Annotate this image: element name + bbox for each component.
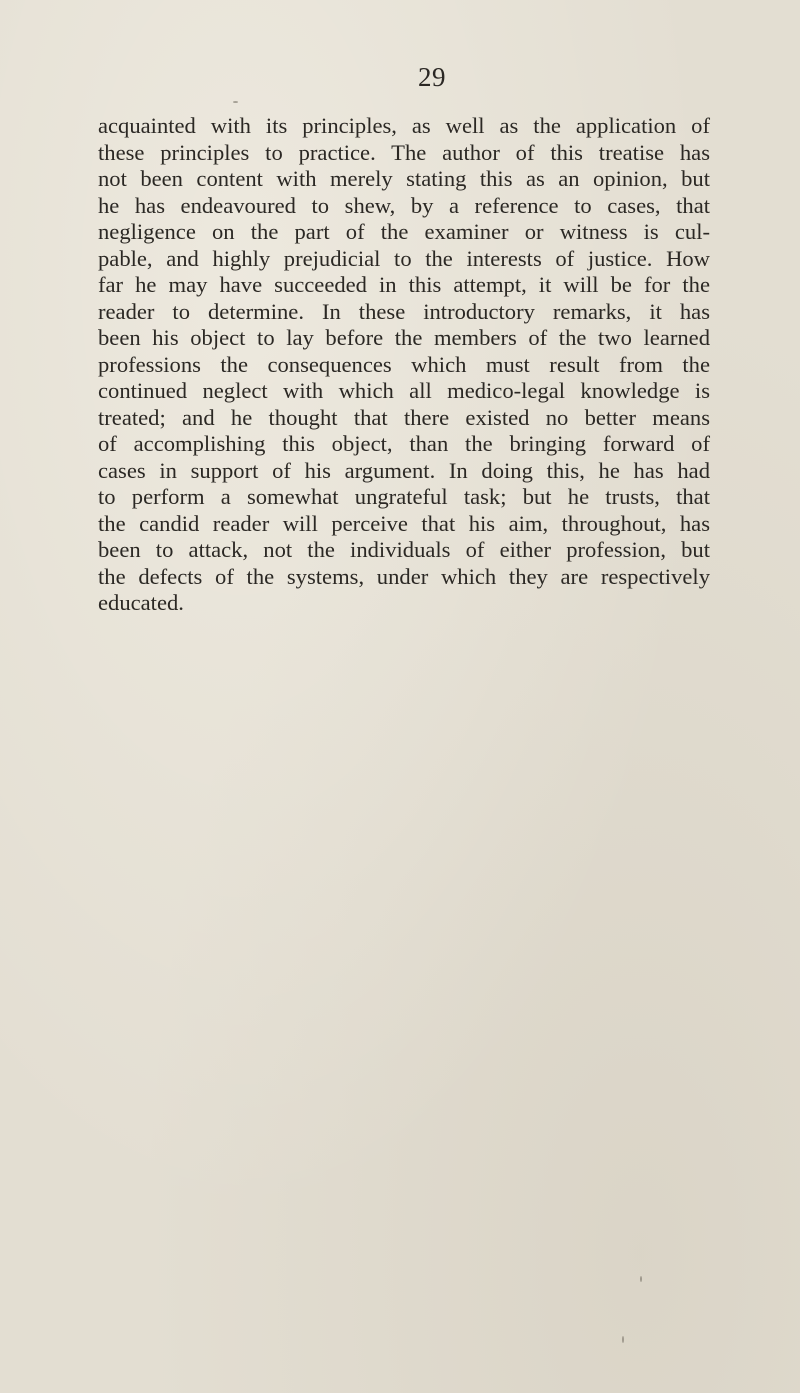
text-line: professions the consequences which must result from the — [98, 351, 710, 377]
text-line: continued neglect with which all medico-legal knowledge is — [98, 378, 710, 403]
paper-speck — [640, 1276, 642, 1282]
text-line: cases in support of his argument. In doing this, he has had — [98, 457, 710, 483]
paper-speck — [622, 1336, 624, 1343]
text-line: the defects of the systems, under which they are respectively — [98, 563, 710, 589]
text-line: been to attack, not the individuals of either profession, but — [98, 537, 710, 562]
text-line: of accomplishing this object, than the bringing forward of — [98, 431, 710, 456]
text-line: not been content with merely stating this as an opinion, but — [98, 166, 710, 191]
text-line: treated; and he thought that there existed no better means — [98, 404, 710, 430]
body-paragraph — [98, 113, 710, 617]
text-line: the candid reader will perceive that his aim, throughout, has — [98, 510, 710, 536]
text-line: negligence on the part of the examiner or witness is cul- — [98, 219, 710, 244]
text-line: far he may have succeeded in this attempt, it will be for the — [98, 272, 710, 297]
text-line: acquainted with its principles, as well as the application of — [98, 113, 710, 138]
text-line: he has endeavoured to shew, by a reference to cases, that — [98, 192, 710, 218]
text-line: pable, and highly prejudicial to the interests of justice. How — [98, 245, 710, 271]
text-line: to perform a somewhat ungrateful task; but he trusts, that — [98, 484, 710, 509]
text-line: reader to determine. In these introductory remarks, it has — [98, 298, 710, 324]
text-line: been his object to lay before the members of the two learned — [98, 325, 710, 350]
text-line: these principles to practice. The author of this treatise has — [98, 139, 710, 165]
page-number: 29 — [418, 62, 446, 92]
text-line: educated. — [98, 590, 184, 615]
paper-speck — [233, 101, 238, 103]
